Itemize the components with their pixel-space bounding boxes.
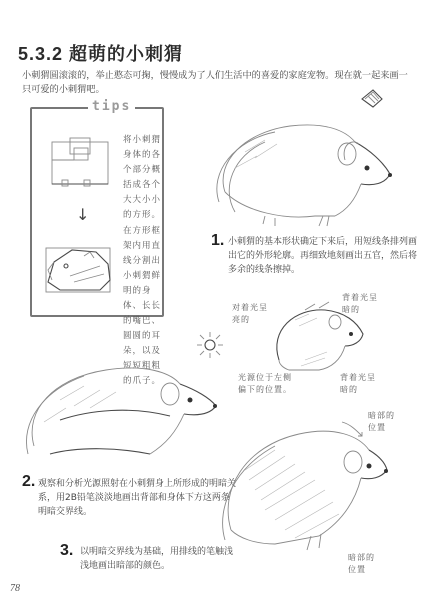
angular-hedgehog-sketch bbox=[40, 236, 120, 300]
annotation-arrow-icon bbox=[340, 420, 370, 440]
intro-paragraph: 小刺猬圆滚滚的，举止憨态可掬，慢慢成为了人们生活中的喜爱的家庭宠物。现在就一起来画一只可爱的小刺猬吧。 bbox=[22, 70, 408, 95]
annotation-dark-position-2: 暗部的位置 bbox=[348, 553, 375, 574]
tips-label: tips bbox=[88, 99, 135, 114]
step-number-2: 2. bbox=[22, 473, 36, 490]
step-text-2: 观察和分析光源照射在小刺猬身上所形成的明暗关系，用2B铅笔淡淡地画出背部和身体下方这两条明暗交界线。 bbox=[38, 479, 237, 517]
tip-note-lines: 在方形框架内用直线分割出小刺猬鲜明的身体、长长的嘴巴、圆圆的耳朵，以及短短粗粗的爪子。 bbox=[123, 226, 162, 386]
annotation-dark-position-1: 暗部的位置 bbox=[368, 411, 395, 432]
page-number: 78 bbox=[10, 583, 20, 594]
annotation-shadow-bottom: 背着光呈暗的 bbox=[340, 373, 376, 394]
hedgehog-sketch-step2 bbox=[20, 350, 220, 470]
step-number-1: 1. bbox=[211, 232, 225, 249]
step-text-1: 小刺猬的基本形状确定下来后，用短线条排列画出它的外形轮廓。再细致地刻画出五官，然后将多余的线条擦掉。 bbox=[228, 237, 418, 275]
annotation-lit-side: 对着光呈亮的 bbox=[232, 303, 268, 324]
step-text-3: 以明暗交界线为基础，用排线的笔触浅浅地画出暗部的颜色。 bbox=[80, 547, 234, 571]
tip-note-boxes: 将小刺猬身体的各个部分概括成各个大大小小的方形。 bbox=[123, 135, 162, 220]
annotation-light-source: 光源位于左侧偏下的位置。 bbox=[238, 373, 292, 394]
section-title: 5.3.2 超萌的小刺猬 bbox=[18, 44, 184, 64]
box-construction-sketch bbox=[48, 134, 118, 194]
hedgehog-sketch-step1 bbox=[205, 112, 405, 232]
pencil-doodle-icon bbox=[359, 87, 385, 109]
step-number-3: 3. bbox=[60, 542, 74, 559]
down-arrow-icon: ↓ bbox=[76, 205, 90, 224]
annotation-shadow-top: 背着光呈暗的 bbox=[342, 293, 378, 314]
